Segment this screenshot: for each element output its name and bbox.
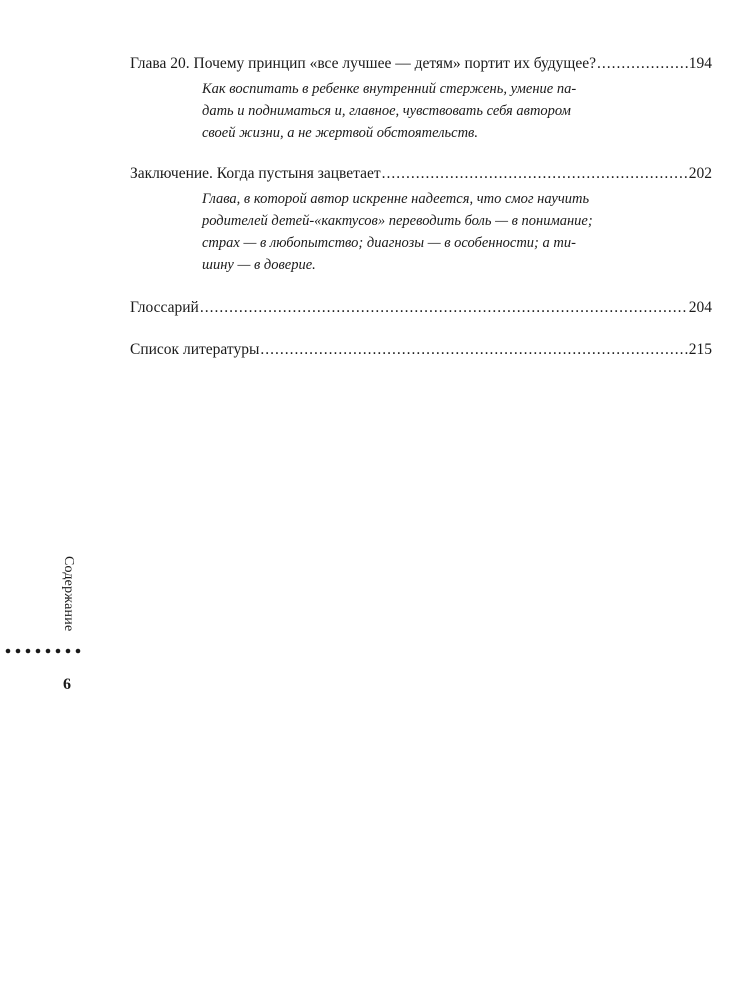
toc-entry-page: 202 [688, 165, 712, 182]
description-line: Глава, в которой автор искренне надеется, что смог научить [202, 191, 590, 207]
toc-entry-line [130, 54, 712, 74]
toc-entry-glossary [130, 298, 712, 318]
toc-entry-line [130, 298, 712, 318]
description-line: страх — в любопытство; диагнозы — в особенности; а ти- [202, 235, 576, 251]
dot-leader [260, 340, 687, 360]
description-line: родителей детей-«кактусов» переводить боль — в понимание; [202, 213, 593, 229]
toc-entry-line [130, 340, 712, 360]
toc-entry-page: 215 [688, 341, 712, 358]
toc-entry-chapter-20 [130, 54, 712, 144]
dot-leader [200, 298, 688, 318]
toc-entry-line [130, 164, 712, 184]
toc-entry-title: Глоссарий [130, 299, 199, 316]
toc-entry-page: 194 [688, 55, 712, 72]
description-line: своей жизни, а не жертвой обстоятельств. [202, 125, 478, 141]
toc-entry-bibliography [130, 340, 712, 360]
dot-leader [597, 54, 688, 74]
section-running-head: Содержание [61, 556, 76, 632]
toc-entry-description [202, 78, 642, 144]
description-line: шину — в доверие. [202, 257, 316, 273]
toc-entry-description [202, 188, 642, 276]
toc-entry-conclusion [130, 164, 712, 276]
toc-entry-page: 204 [688, 299, 712, 316]
table-of-contents [130, 54, 712, 360]
toc-entry-title: Глава 20. Почему принцип «все лучшее — детям» портит их будущее? [130, 55, 597, 72]
decorative-dot-row [4, 646, 84, 656]
description-line: Как воспитать в ребенке внутренний стержень, умение па- [202, 81, 577, 97]
page-number: 6 [63, 676, 71, 693]
toc-entry-title: Список литературы [130, 341, 260, 358]
dot-leader [382, 164, 688, 184]
toc-entry-title: Заключение. Когда пустыня зацветает [130, 165, 381, 182]
description-line: дать и подниматься и, главное, чувствовать себя автором [202, 103, 571, 119]
